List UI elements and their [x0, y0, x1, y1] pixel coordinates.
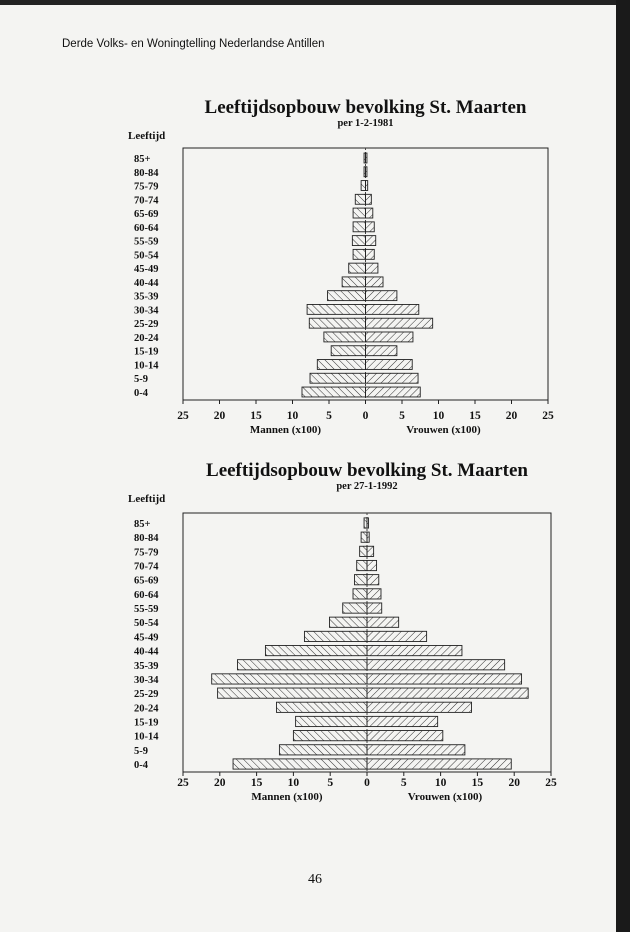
x-tick-label: 15 — [250, 410, 262, 422]
x-tick-label: 25 — [542, 410, 554, 422]
bar-mannen — [360, 546, 367, 556]
y-axis-label: Leeftijd — [128, 493, 166, 505]
bar-mannen — [343, 603, 367, 613]
bar-mannen — [304, 631, 367, 641]
bar-vrouwen — [366, 332, 413, 342]
age-group-label: 20-24 — [134, 703, 159, 715]
x-tick-label: 10 — [434, 777, 447, 789]
bar-vrouwen — [367, 745, 465, 755]
age-group-label: 85+ — [134, 519, 151, 530]
bar-vrouwen — [367, 589, 381, 599]
age-group-label: 85+ — [134, 154, 151, 165]
chart-title: Leeftijdsopbouw bevolking St. Maarten — [206, 460, 528, 481]
bar-vrouwen — [366, 360, 413, 370]
x-tick-label: 20 — [214, 777, 226, 789]
bar-vrouwen — [366, 153, 367, 163]
bar-vrouwen — [367, 688, 528, 698]
age-group-label: 30-34 — [134, 674, 159, 686]
x-tick-label: 15 — [250, 777, 263, 789]
bar-vrouwen — [367, 645, 462, 655]
bar-mannen — [361, 181, 365, 191]
x-tick-label: 25 — [545, 777, 557, 789]
x-tick-label: 10 — [432, 410, 445, 422]
age-group-label: 15-19 — [134, 717, 159, 729]
x-axis-label-vrouwen: Vrouwen (x100) — [407, 791, 483, 803]
x-tick-label: 25 — [177, 410, 189, 422]
age-group-label: 5-9 — [134, 745, 148, 757]
bar-vrouwen — [366, 263, 378, 273]
x-tick-label: 5 — [327, 777, 334, 789]
bar-mannen — [307, 304, 365, 314]
age-group-label: 10-14 — [134, 360, 159, 372]
bar-vrouwen — [367, 674, 522, 684]
age-group-label: 20-24 — [134, 332, 159, 344]
bar-mannen — [309, 318, 365, 328]
bar-mannen — [361, 532, 367, 542]
x-axis-label-mannen: Mannen (x100) — [249, 424, 322, 436]
bar-vrouwen — [366, 291, 397, 301]
age-group-label: 0-4 — [134, 760, 148, 771]
bar-vrouwen — [366, 304, 419, 314]
bar-vrouwen — [367, 546, 374, 556]
bar-vrouwen — [367, 575, 379, 585]
bar-vrouwen — [366, 236, 376, 246]
bar-mannen — [233, 759, 367, 769]
bar-mannen — [310, 373, 365, 383]
bar-vrouwen — [367, 660, 505, 670]
bar-mannen — [276, 702, 367, 712]
x-tick-label: 5 — [400, 777, 407, 789]
x-axis-label-mannen: Mannen (x100) — [251, 791, 323, 803]
bar-vrouwen — [367, 716, 438, 726]
bar-mannen — [296, 716, 367, 726]
age-group-label: 35-39 — [134, 660, 159, 672]
bar-mannen — [265, 645, 367, 655]
x-tick-label: 20 — [213, 410, 226, 422]
age-group-label: 30-34 — [134, 305, 159, 317]
page-number: 46 — [308, 872, 322, 887]
bar-vrouwen — [366, 373, 419, 383]
bar-vrouwen — [367, 731, 443, 741]
x-tick-label: 0 — [364, 777, 370, 789]
age-group-label: 55-59 — [134, 236, 159, 248]
chart-title: Leeftijdsopbouw bevolking St. Maarten — [204, 97, 527, 118]
age-group-label: 40-44 — [134, 646, 159, 658]
age-group-label: 60-64 — [134, 589, 159, 601]
y-axis-label: Leeftijd — [128, 130, 166, 142]
bar-vrouwen — [366, 194, 372, 204]
bar-vrouwen — [367, 631, 427, 641]
x-tick-label: 0 — [362, 410, 369, 422]
age-group-label: 80-84 — [134, 533, 159, 545]
bar-mannen — [328, 291, 366, 301]
age-group-label: 40-44 — [134, 277, 159, 289]
bar-vrouwen — [367, 702, 472, 712]
age-group-label: 75-79 — [134, 181, 159, 193]
age-group-label: 55-59 — [134, 604, 159, 616]
x-tick-label: 5 — [399, 410, 405, 422]
bar-vrouwen — [366, 346, 397, 356]
bar-mannen — [237, 660, 367, 670]
age-group-label: 25-29 — [134, 319, 159, 331]
bar-mannen — [329, 617, 367, 627]
bar-mannen — [354, 575, 367, 585]
bar-vrouwen — [367, 532, 369, 542]
age-group-label: 50-54 — [134, 250, 159, 262]
x-tick-label: 20 — [505, 410, 518, 422]
x-tick-label: 10 — [286, 410, 299, 422]
bar-vrouwen — [367, 518, 368, 528]
bar-vrouwen — [367, 759, 511, 769]
age-group-label: 25-29 — [134, 689, 159, 701]
bar-mannen — [212, 674, 367, 684]
bar-mannen — [279, 745, 367, 755]
bar-vrouwen — [366, 167, 367, 177]
x-tick-label: 20 — [508, 777, 520, 789]
age-group-label: 0-4 — [134, 388, 148, 399]
bar-mannen — [353, 208, 365, 218]
bar-mannen — [353, 589, 367, 599]
bar-mannen — [293, 731, 367, 741]
chart-subtitle: per 1-2-1981 — [337, 118, 394, 129]
age-group-label: 15-19 — [134, 346, 159, 358]
age-group-label: 65-69 — [134, 575, 159, 587]
x-tick-label: 15 — [471, 777, 484, 789]
x-tick-label: 25 — [177, 777, 189, 789]
age-group-label: 10-14 — [134, 731, 159, 743]
running-header: Derde Volks- en Woningtelling Nederlandse Antillen — [62, 38, 325, 50]
age-group-label: 50-54 — [134, 618, 159, 630]
bar-vrouwen — [366, 318, 433, 328]
bar-mannen — [353, 222, 365, 232]
age-group-label: 45-49 — [134, 632, 159, 644]
bar-vrouwen — [367, 603, 382, 613]
age-group-label: 45-49 — [134, 264, 159, 276]
bar-mannen — [355, 194, 365, 204]
bar-mannen — [352, 236, 365, 246]
bar-vrouwen — [367, 560, 377, 570]
chart-subtitle: per 27-1-1992 — [336, 481, 398, 492]
age-group-label: 70-74 — [134, 561, 159, 573]
x-tick-label: 15 — [469, 410, 481, 422]
bar-mannen — [331, 346, 365, 356]
age-group-label: 70-74 — [134, 195, 159, 207]
x-tick-label: 5 — [326, 410, 332, 422]
age-group-label: 60-64 — [134, 222, 159, 234]
bar-vrouwen — [366, 208, 373, 218]
bar-mannen — [357, 560, 367, 570]
bar-vrouwen — [367, 617, 399, 627]
bar-mannen — [353, 249, 365, 259]
age-group-label: 80-84 — [134, 167, 159, 179]
bar-mannen — [342, 277, 365, 287]
x-tick-label: 10 — [287, 777, 300, 789]
bar-vrouwen — [366, 277, 384, 287]
bar-mannen — [302, 387, 366, 397]
age-group-label: 5-9 — [134, 374, 148, 386]
bar-mannen — [324, 332, 366, 342]
x-axis-label-vrouwen: Vrouwen (x100) — [406, 424, 481, 436]
bar-vrouwen — [366, 387, 421, 397]
bar-vrouwen — [366, 249, 375, 259]
bar-mannen — [349, 263, 366, 273]
bar-vrouwen — [366, 222, 375, 232]
age-group-label: 65-69 — [134, 209, 159, 221]
bar-mannen — [317, 360, 365, 370]
age-group-label: 35-39 — [134, 291, 159, 303]
bar-vrouwen — [366, 181, 368, 191]
age-group-label: 75-79 — [134, 547, 159, 559]
bar-mannen — [218, 688, 367, 698]
